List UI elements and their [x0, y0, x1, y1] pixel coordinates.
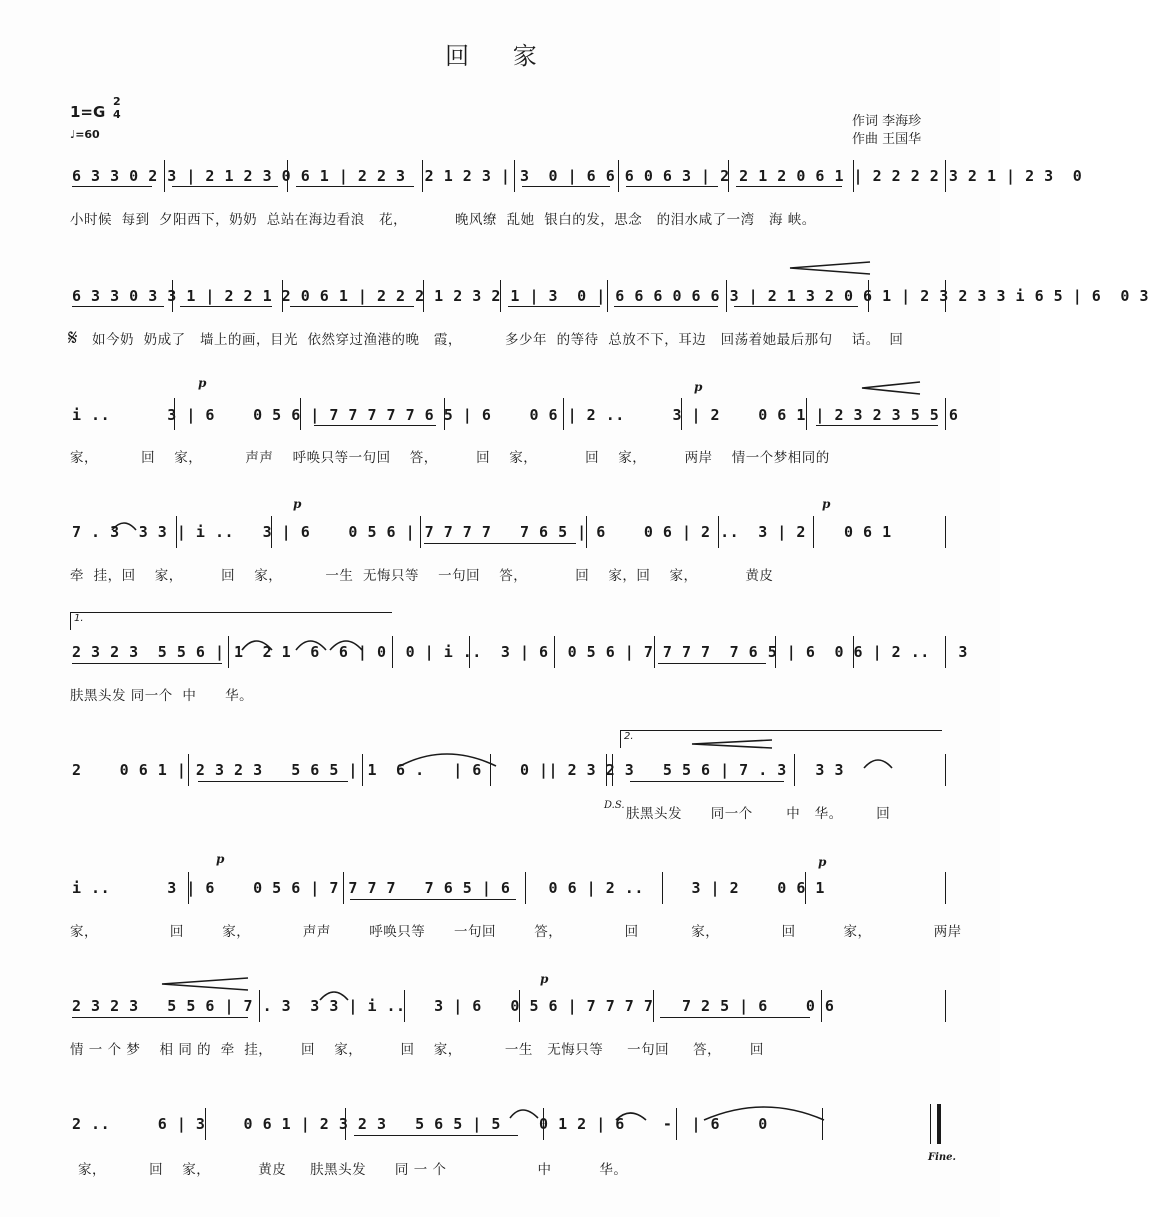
- beam-underline: [198, 781, 348, 782]
- dynamic-piano: p: [818, 855, 827, 869]
- key-signature: 1=G: [70, 103, 106, 121]
- barline: [176, 516, 177, 548]
- barline: [345, 1108, 346, 1140]
- barline: [205, 1108, 206, 1140]
- lyrics-row-4: 牵 挂，回 家， 回 家， 一生 无悔只等 一句回 答， 回 家，回 家， 黄皮: [70, 568, 774, 584]
- beam-underline: [626, 186, 718, 187]
- barline: [775, 636, 776, 668]
- barline: [404, 990, 405, 1022]
- barline: [174, 398, 175, 430]
- beam-underline: [734, 306, 858, 307]
- notation-row-1: 6 3 3 0 2 3 | 2 1 2 3 0 6 1 | 2 2 3 2 1 2 3 | 3 0 | 6 6 6 0 6 3 | 2 2 1 2 0 6 1 | 2 2 2 2 3 2 1 | 2 3 0: [72, 167, 1083, 185]
- barline: [821, 990, 822, 1022]
- beam-underline: [816, 425, 938, 426]
- dynamic-piano: p: [198, 376, 207, 390]
- barline: [586, 516, 587, 548]
- barline: [164, 160, 165, 192]
- fine-marking: Fine.: [928, 1152, 957, 1163]
- barline: [945, 516, 946, 548]
- dynamic-piano: p: [293, 497, 302, 511]
- barline: [259, 990, 260, 1022]
- beam-underline: [72, 663, 222, 664]
- notation-row-7: i .. 3 | 6 0 5 6 | 7 7 7 7 7 6 5 | 6 0 6 | 2 .. 3 | 2 0 6 1: [72, 879, 825, 897]
- barline: [945, 754, 946, 786]
- time-signature: [113, 95, 121, 121]
- dynamic-piano: p: [540, 972, 549, 986]
- lyrics-row-7: 家， 回 家， 声声 呼唤只等 一句回 答， 回 家， 回 家， 两岸: [70, 924, 962, 940]
- beam-underline: [658, 663, 766, 664]
- beam-underline: [296, 186, 414, 187]
- crescendo-hairpin: [862, 382, 920, 394]
- beam-underline: [290, 306, 414, 307]
- lyrics-row-6: 肤黑头发 同一个 中 华。 回: [626, 806, 891, 822]
- barline: [945, 872, 946, 904]
- barline: [525, 872, 526, 904]
- notation-row-4: 7 . 3 3 3 | i .. 3 | 6 0 5 6 | 7 7 7 7 7 6 5 | 6 0 6 | 2 .. 3 | 2 0 6 1: [72, 523, 892, 541]
- tie-arc: [864, 760, 892, 768]
- barline: [662, 872, 663, 904]
- beam-underline: [508, 306, 600, 307]
- barline: [188, 754, 189, 786]
- beam-underline: [614, 306, 718, 307]
- notation-row-6: 2 0 6 1 | 2 3 2 3 5 6 5 | 1 6 . | 6 0 || 2 3 2 3 5 5 6 | 7 . 3 3 3: [72, 761, 844, 779]
- beam-underline: [350, 899, 516, 900]
- barline: [813, 516, 814, 548]
- barline: [469, 636, 470, 668]
- tempo-marking: ♩=60: [70, 128, 100, 141]
- notation-row-9: 2 .. 6 | 3 0 6 1 | 2 3 2 3 5 6 5 | 5 0 1 2 | 6 - | 6 0: [72, 1115, 768, 1133]
- lyrics-row-9: 家， 回 家， 黄皮 肤黑头发 同 一 个 中 华。: [78, 1162, 628, 1178]
- beam-underline: [180, 306, 272, 307]
- barline: [172, 280, 173, 312]
- barline: [653, 990, 654, 1022]
- barline: [718, 516, 719, 548]
- barline: [500, 280, 501, 312]
- notation-row-5: 2 3 2 3 5 5 6 | 1 2 1 6 6 | 0 0 | i .. 3 | 6 0 5 6 | 7 7 7 7 7 6 5 | 6 0 6 | 2 .. 3: [72, 643, 968, 661]
- beam-underline: [72, 186, 152, 187]
- barline: [728, 160, 729, 192]
- barline: [726, 280, 727, 312]
- notation-row-8: 2 3 2 3 5 5 6 | 7 . 3 3 3 | i .. 3 | 6 0 5 6 | 7 7 7 7 7 2 5 | 6 0 6: [72, 997, 835, 1015]
- beam-underline: [354, 1135, 518, 1136]
- barline: [945, 398, 946, 430]
- barline: [444, 398, 445, 430]
- barline: [271, 516, 272, 548]
- second-ending-bracket: 2.: [620, 730, 942, 748]
- barline: [519, 990, 520, 1022]
- time-signature-bottom: 4: [113, 108, 121, 121]
- lyrics-row-5: 肤黑头发 同一个 中 华。: [70, 688, 254, 704]
- barline: [343, 872, 344, 904]
- lyrics-row-1: 小时候 每到 夕阳西下，奶奶 总站在海边看浪 花， 晚风缭 乱她 银白的发，思念 的泪水咸了一湾 海 峡。: [70, 212, 816, 228]
- time-signature-top: 2: [113, 95, 121, 108]
- barline: [945, 160, 946, 192]
- barline: [822, 1108, 823, 1140]
- barline: [300, 398, 301, 430]
- lyrics-row-2: 如今奶 奶成了 墙上的画，目光 依然穿过渔港的晚 霞， 多少年 的等待 总放不下，耳边 回荡着她最后那句 话。 回: [92, 332, 904, 348]
- barline: [607, 280, 608, 312]
- beam-underline: [424, 543, 576, 544]
- barline: [282, 280, 283, 312]
- barline: [420, 516, 421, 548]
- barline: [422, 160, 423, 192]
- notation-row-3: i .. 3 | 6 0 5 6 | 7 7 7 7 7 6 5 | 6 0 6 | 2 .. 3 | 2 0 6 1 | 2 3 2 3 5 5 6: [72, 406, 959, 424]
- beam-underline: [314, 425, 436, 426]
- barline: [188, 872, 189, 904]
- dynamic-piano: p: [822, 497, 831, 511]
- barline: [228, 636, 229, 668]
- barline: [945, 636, 946, 668]
- segno-sign: 𝄋: [68, 326, 78, 351]
- song-title: 回 家: [445, 42, 555, 70]
- barline: [794, 754, 795, 786]
- beam-underline: [72, 1017, 248, 1018]
- beam-underline: [736, 186, 842, 187]
- barline: [563, 398, 564, 430]
- barline: [681, 398, 682, 430]
- barline: [853, 160, 854, 192]
- barline: [868, 280, 869, 312]
- beam-underline: [630, 781, 784, 782]
- barline: [554, 636, 555, 668]
- notation-row-2: 6 3 3 0 3 3 1 | 2 2 1 2 0 6 1 | 2 2 2 1 2 3 2 1 | 3 0 | 6 6 6 0 6 6 3 | 2 1 3 2 0 6 1 | 2 3 2 3 3 i 6 5 | 6 0 3: [72, 287, 1149, 305]
- lyricist-credit: 作词 李海珍: [852, 114, 922, 129]
- barline: [805, 872, 806, 904]
- barline: [514, 160, 515, 192]
- dynamic-piano: p: [216, 852, 225, 866]
- beam-underline: [660, 1017, 810, 1018]
- barline: [853, 636, 854, 668]
- crescendo-hairpin: [790, 262, 870, 274]
- first-ending-bracket: 1.: [70, 612, 392, 630]
- composer-credit: 作曲 王国华: [852, 132, 922, 147]
- lyrics-row-3: 家， 回 家， 声声 呼唤只等一句回 答， 回 家， 回 家， 两岸 情一个梦相同的: [70, 450, 830, 466]
- barline: [392, 636, 393, 668]
- beam-underline: [522, 186, 610, 187]
- lyrics-row-8: 情 一 个 梦 相 同 的 牵 挂， 回 家， 回 家， 一生 无悔只等 一句回 答， 回: [70, 1042, 764, 1058]
- barline: [362, 754, 363, 786]
- barline: [490, 754, 491, 786]
- beam-underline: [72, 306, 164, 307]
- barline: [676, 1108, 677, 1140]
- barline: [618, 160, 619, 192]
- dynamic-piano: p: [694, 380, 703, 394]
- dal-segno-marking: D.S.: [604, 800, 625, 811]
- barline: [654, 636, 655, 668]
- barline: [287, 160, 288, 192]
- double-barline: [606, 754, 613, 786]
- crescendo-hairpin: [162, 978, 248, 990]
- barline: [543, 1108, 544, 1140]
- barline: [945, 990, 946, 1022]
- barline: [423, 280, 424, 312]
- final-barline: [930, 1104, 941, 1144]
- barline: [945, 280, 946, 312]
- beam-underline: [172, 186, 278, 187]
- barline: [806, 398, 807, 430]
